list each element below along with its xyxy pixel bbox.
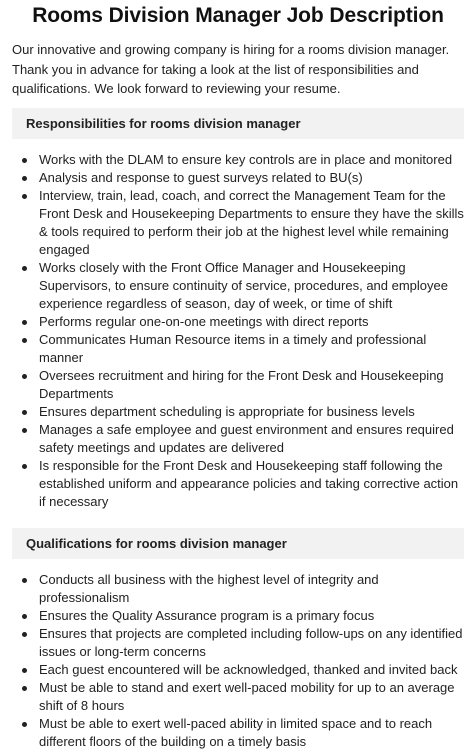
list-item-text: Ensures that projects are completed including follow-ups on any identified issues or long-term concerns (39, 625, 463, 659)
bullet-icon (22, 194, 27, 199)
list-item-text: Is responsible for the Front Desk and Housekeeping staff following the established uniform and appearance policies and taking corrective action if necessary (39, 457, 459, 509)
list-item (12, 169, 464, 187)
bullet-icon (22, 614, 27, 619)
list-item (12, 421, 464, 457)
list-item (12, 313, 464, 331)
list-item-text: Interview, train, lead, coach, and correct the Management Team for the Front Desk and Housekeeping Departments to ensure they have the skills & tools required to perform their job at the highest level while remaining engaged (39, 187, 464, 257)
bullet-icon (22, 266, 27, 271)
bullet-icon (22, 338, 27, 343)
list-item-text: Each guest encountered will be acknowledged, thanked and invited back (39, 661, 458, 677)
responsibilities-heading: Responsibilities for rooms division manager (12, 108, 464, 139)
list-item (12, 403, 464, 421)
list-item-text: Analysis and response to guest surveys related to BU(s) (39, 169, 363, 185)
list-item-text: Oversees recruitment and hiring for the Front Desk and Housekeeping Departments (39, 367, 444, 401)
bullet-icon (22, 428, 27, 433)
list-item (12, 607, 464, 625)
list-item-text: Manages a safe employee and guest environment and ensures required safety meetings and updates are delivered (39, 421, 454, 455)
bullet-icon (22, 686, 27, 691)
list-item (12, 367, 464, 403)
qualifications-list (12, 571, 464, 751)
list-item (12, 715, 464, 751)
list-item-text: Performs regular one-on-one meetings with direct reports (39, 313, 369, 329)
list-item-text: Communicates Human Resource items in a timely and professional manner (39, 331, 427, 365)
bullet-icon (22, 632, 27, 637)
list-item (12, 331, 464, 367)
responsibilities-list (12, 151, 464, 511)
list-item-text: Conducts all business with the highest level of integrity and professionalism (39, 571, 379, 605)
list-item-text: Works with the DLAM to ensure key controls are in place and monitored (39, 151, 453, 167)
bullet-icon (22, 320, 27, 325)
list-item (12, 259, 464, 313)
qualifications-heading: Qualifications for rooms division manager (12, 528, 464, 559)
list-item (12, 661, 464, 679)
list-item (12, 571, 464, 607)
bullet-icon (22, 578, 27, 583)
list-item (12, 151, 464, 169)
list-item (12, 679, 464, 715)
list-item-text: Works closely with the Front Office Manager and Housekeeping Supervisors, to ensure continuity of service, procedures, and employee experience regardless of season, day of week, or time of shift (39, 259, 448, 311)
list-item (12, 625, 464, 661)
intro-paragraph: Our innovative and growing company is hiring for a rooms division manager. Thank you in advance for taking a look at the list of responsibilities and qualifications. We look forward to reviewing your resume. (12, 42, 450, 96)
list-item-text: Must be able to stand and exert well-paced mobility for up to an average shift of 8 hours (39, 679, 455, 713)
page-title: Rooms Division Manager Job Description (32, 4, 444, 27)
bullet-icon (22, 410, 27, 415)
bullet-icon (22, 722, 27, 727)
list-item-text: Must be able to exert well-paced ability in limited space and to reach different floors of the building on a timely basis (39, 715, 433, 749)
bullet-icon (22, 158, 27, 163)
list-item (12, 187, 464, 259)
bullet-icon (22, 464, 27, 469)
list-item-text: Ensures department scheduling is appropriate for business levels (39, 403, 415, 419)
list-item (12, 457, 464, 511)
bullet-icon (22, 176, 27, 181)
list-item-text: Ensures the Quality Assurance program is a primary focus (39, 607, 375, 623)
bullet-icon (22, 668, 27, 673)
bullet-icon (22, 374, 27, 379)
